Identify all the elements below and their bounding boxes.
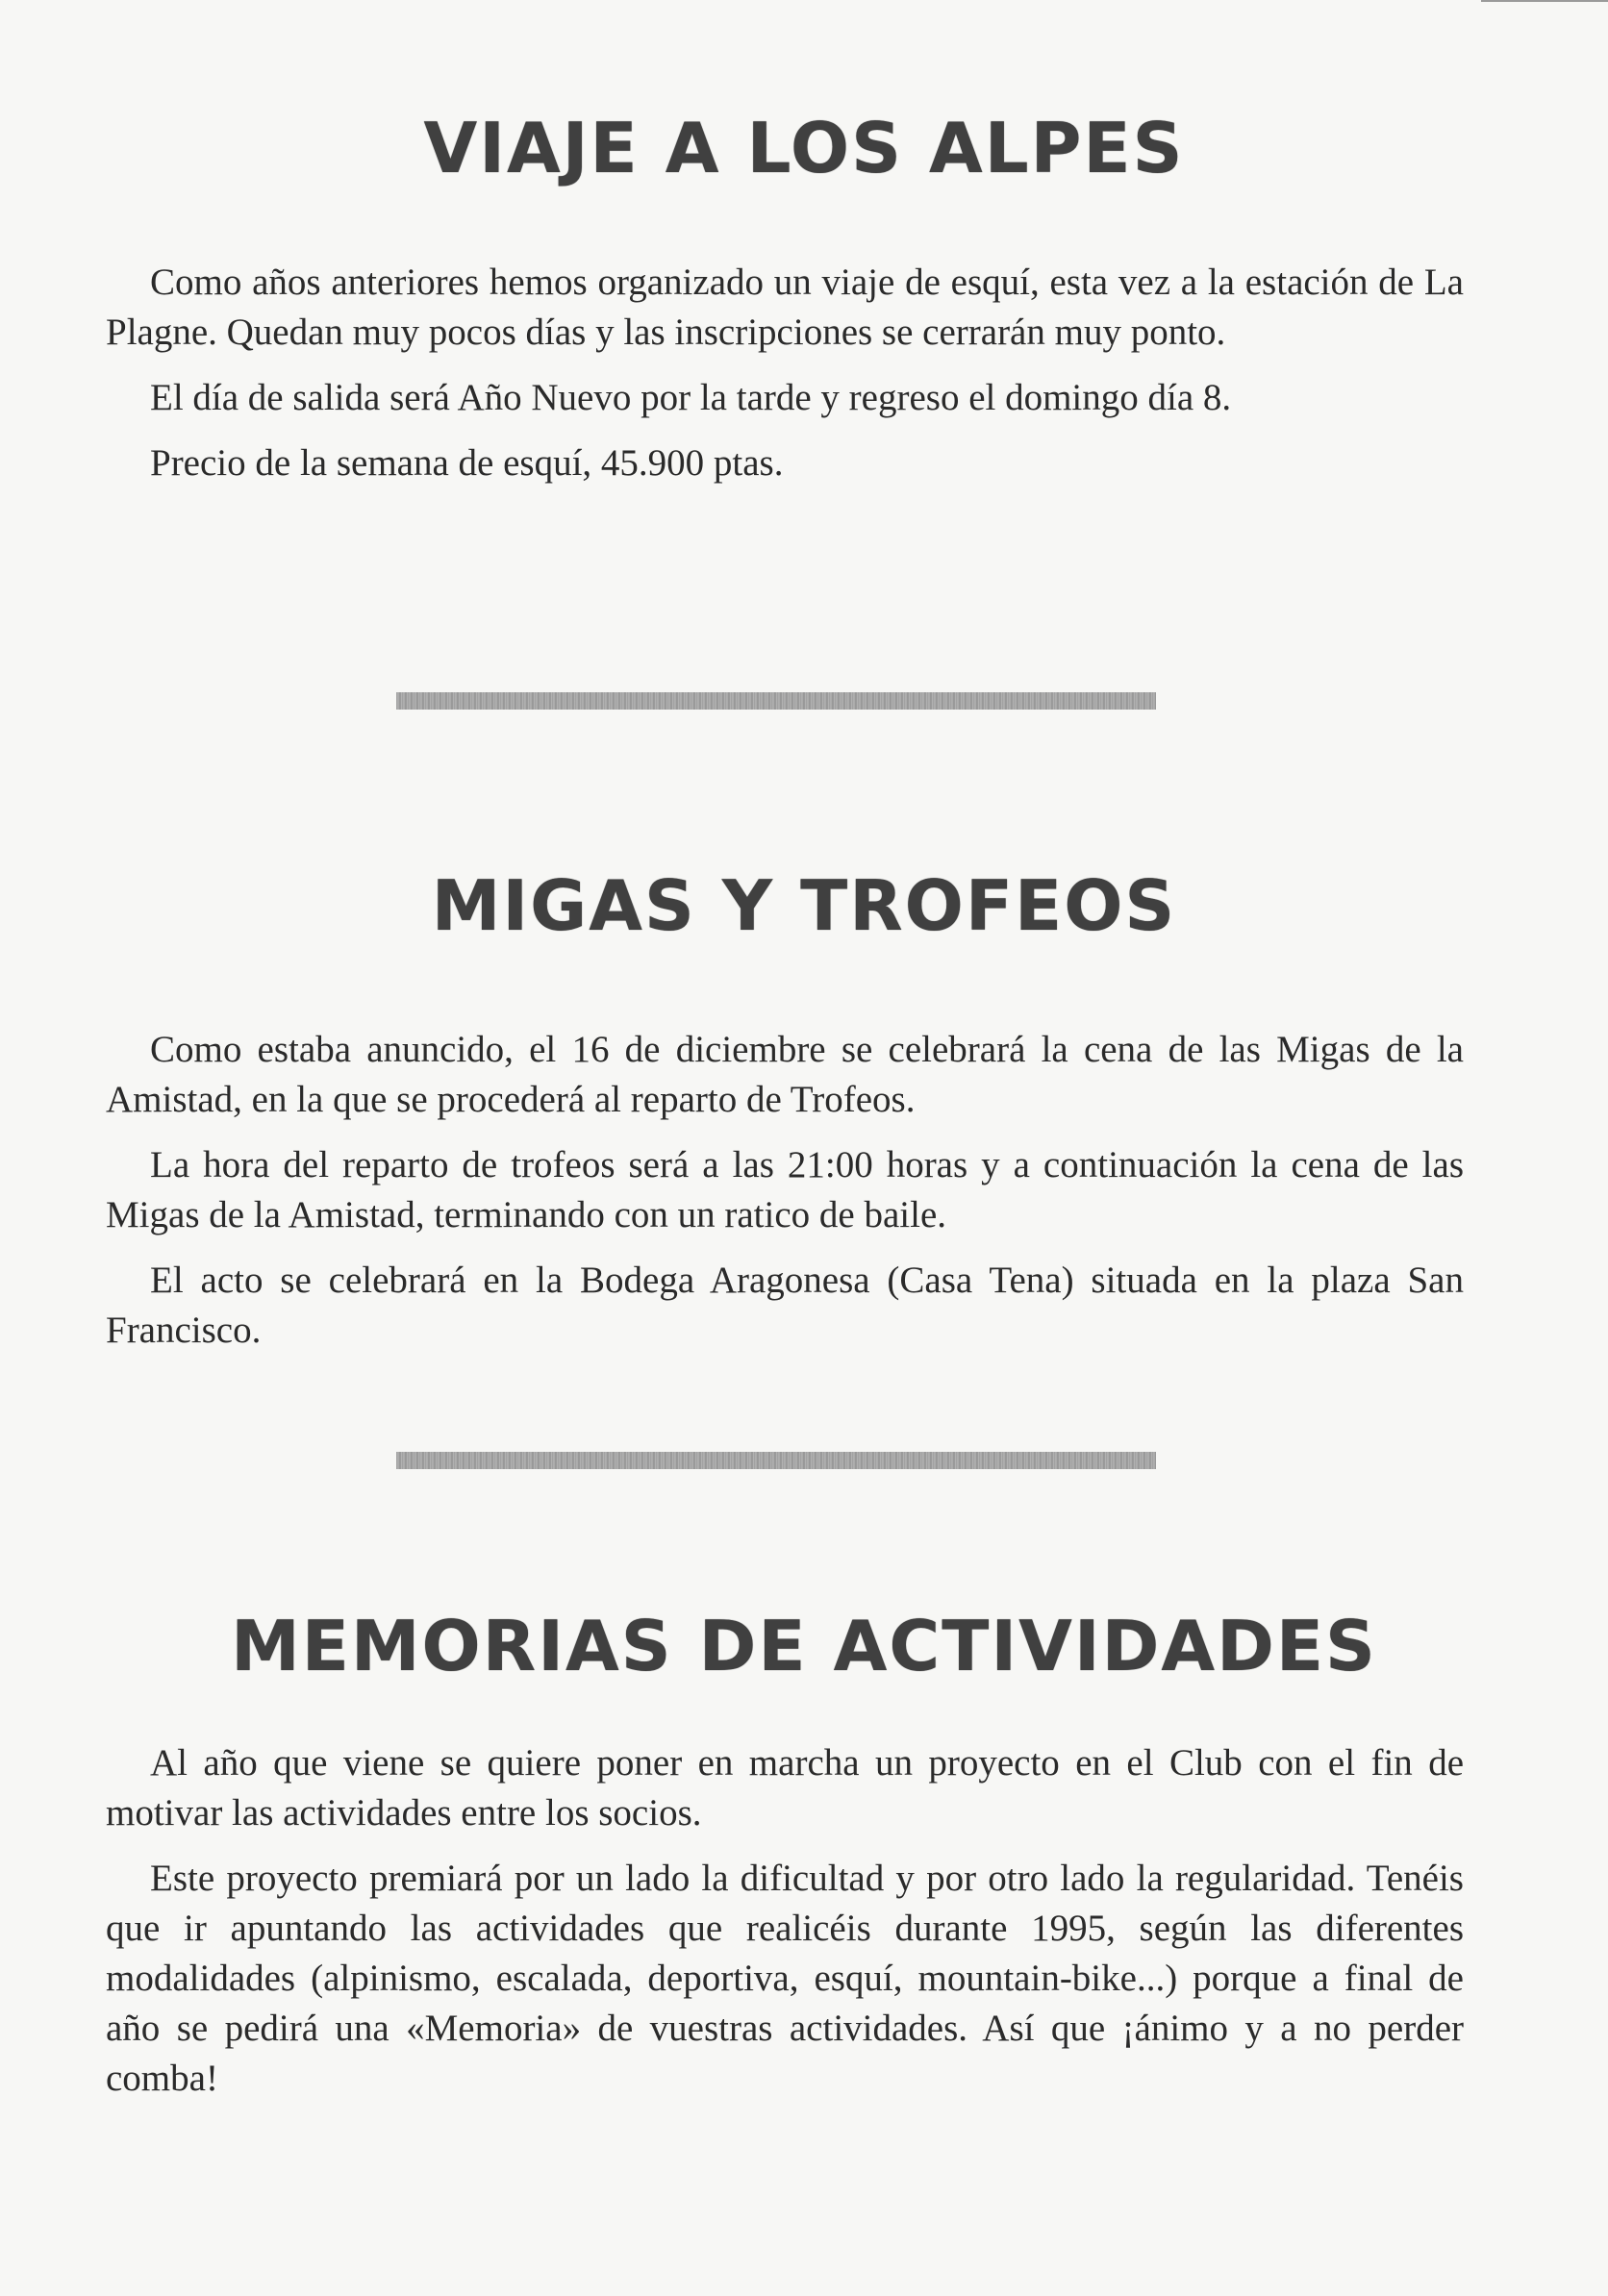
- paragraph: Este proyecto premiará por un lado la dificultad y por otro lado la regularidad. Tenéis que ir apuntando las actividades que realicéis durante 1995, según las diferentes modalidades (alpinismo, escalada, deportiva, esquí, mountain-bike...) porque a final de año se pedirá una «Memoria» de vuestras actividades. Así que ¡ánimo y a no perder comba!: [106, 1858, 1464, 2099]
- paragraph: Al año que viene se quiere poner en marcha un proyecto en el Club con el fin de motivar las actividades entre los socios.: [106, 1742, 1464, 1834]
- paragraph: Precio de la semana de esquí, 45.900 ptas.: [150, 442, 784, 484]
- heading-migas-trofeos: MIGAS Y TROFEOS: [431, 865, 1177, 946]
- page-edge-line: [1481, 0, 1608, 2]
- paragraph: El día de salida será Año Nuevo por la tarde y regreso el domingo día 8.: [150, 377, 1232, 418]
- section-divider: [396, 692, 1156, 710]
- paragraph: La hora del reparto de trofeos será a las 21:00 horas y a continuación la cena de las Migas de la Amistad, terminando con un ratico de baile.: [106, 1144, 1464, 1235]
- section-divider: [396, 1452, 1156, 1469]
- section-viaje-alpes: [106, 258, 1464, 504]
- section-memorias-actividades: [106, 1738, 1464, 2119]
- heading-viaje-alpes: VIAJE A LOS ALPES: [423, 108, 1185, 188]
- heading-memorias-actividades: MEMORIAS DE ACTIVIDADES: [231, 1606, 1377, 1686]
- section-migas-trofeos: [106, 1025, 1464, 1371]
- paragraph: El acto se celebrará en la Bodega Aragonesa (Casa Tena) situada en la plaza San Francisco.: [106, 1260, 1464, 1351]
- paragraph: Como estaba anuncido, el 16 de diciembre se celebrará la cena de las Migas de la Amistad, en la que se procederá al reparto de Trofeos.: [106, 1029, 1464, 1120]
- paragraph: Como años anteriores hemos organizado un viaje de esquí, esta vez a la estación de La Plagne. Quedan muy pocos días y las inscripciones se cerrarán muy ponto.: [106, 262, 1464, 353]
